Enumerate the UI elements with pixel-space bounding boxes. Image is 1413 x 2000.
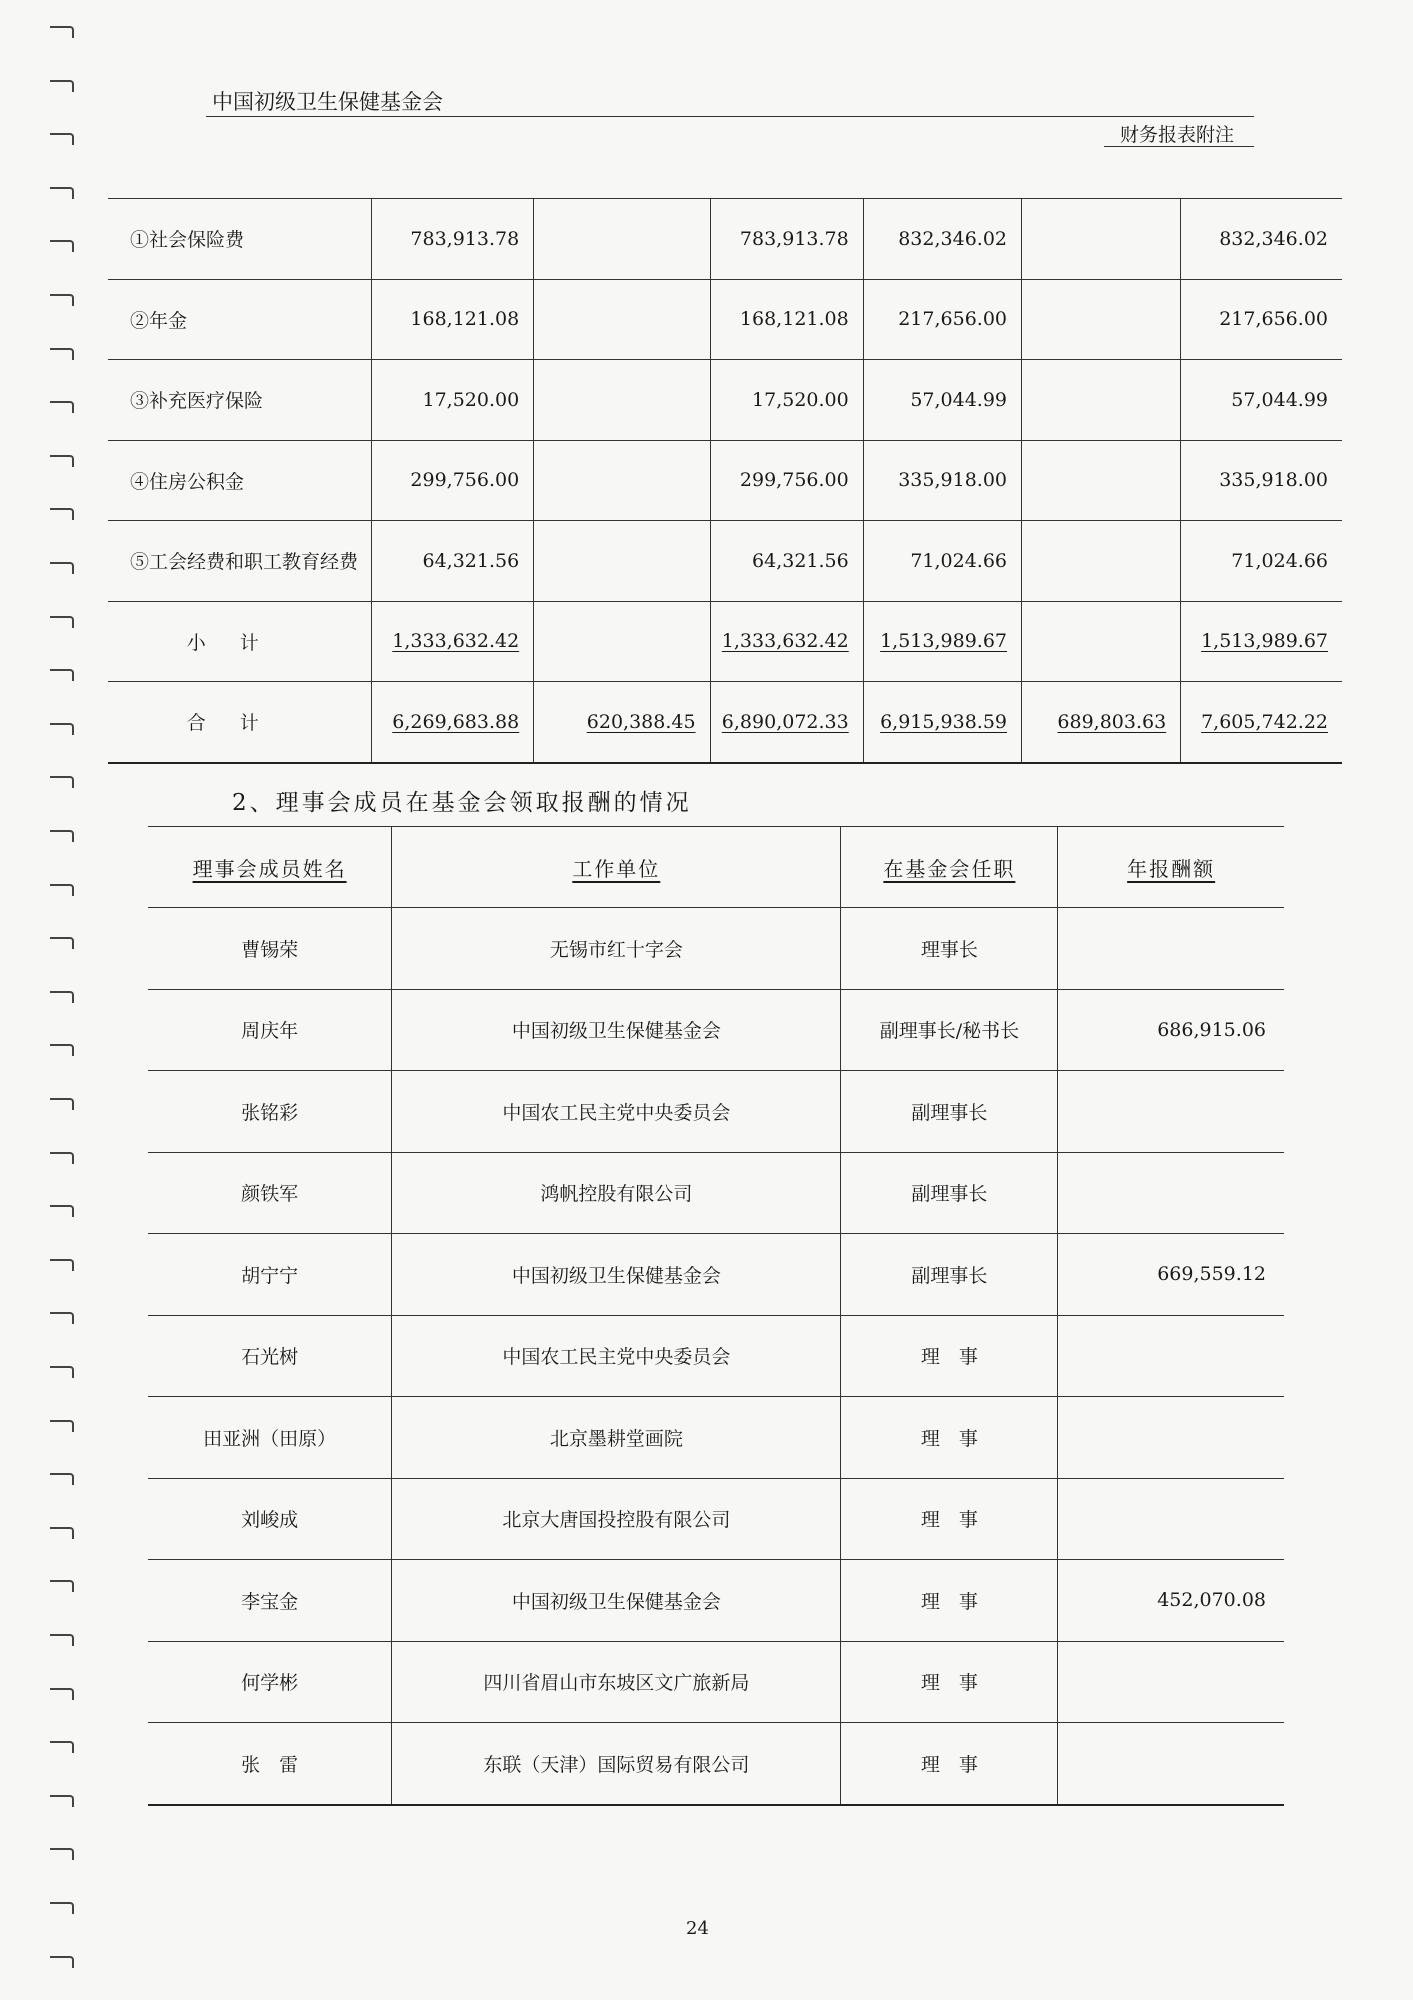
cell-unit: 中国初级卫生保健基金会	[392, 1560, 841, 1642]
binding-ring	[50, 1259, 74, 1271]
cell-value: 64,321.56	[752, 549, 849, 572]
cell-c4	[863, 682, 1021, 763]
cell-name: 胡宁宁	[148, 1234, 392, 1316]
binding-ring	[50, 1902, 74, 1914]
cell-unit: 东联（天津）国际贸易有限公司	[392, 1723, 841, 1805]
cell-role: 理 事	[841, 1397, 1058, 1479]
cell-pay	[1058, 1641, 1284, 1723]
row-label: 合计	[108, 682, 372, 763]
cell-value: 168,121.08	[410, 308, 520, 331]
cell-name: 李宝金	[148, 1560, 392, 1642]
binding-rings	[44, 0, 84, 2000]
table-row	[148, 1315, 1284, 1397]
table-row	[148, 989, 1284, 1071]
header-section: 财务报表附注	[1120, 124, 1235, 146]
cell-c3	[710, 521, 863, 602]
cell-c6	[1181, 360, 1342, 441]
cell-c6	[1181, 199, 1342, 280]
cell-name: 曹锡荣	[148, 908, 392, 990]
cell-unit: 鸿帆控股有限公司	[392, 1152, 841, 1234]
binding-ring	[50, 1580, 74, 1592]
cell-value: 832,346.02	[1219, 227, 1328, 250]
table-row	[108, 682, 1342, 763]
cell-c1	[372, 521, 534, 602]
binding-ring	[50, 830, 74, 842]
binding-ring	[50, 1473, 74, 1485]
header-rule	[206, 116, 1254, 117]
binding-ring	[50, 401, 74, 413]
cell-name: 周庆年	[148, 989, 392, 1071]
binding-ring	[50, 1044, 74, 1056]
cell-c4	[863, 360, 1021, 441]
section2-title: 2、理事会成员在基金会领取报酬的情况	[232, 790, 692, 816]
table-row	[148, 1641, 1284, 1723]
binding-ring	[50, 240, 74, 252]
column-header: 年报酬额	[1058, 827, 1284, 908]
cell-c6	[1181, 601, 1342, 682]
binding-ring	[50, 1795, 74, 1807]
cell-c3	[710, 279, 863, 360]
binding-ring	[50, 669, 74, 681]
cell-unit: 中国初级卫生保健基金会	[392, 1234, 841, 1316]
table-row	[108, 440, 1342, 521]
cell-value: 783,913.78	[739, 227, 849, 250]
cell-role: 理事长	[841, 908, 1058, 990]
cell-c5	[1022, 360, 1181, 441]
cell-name: 张铭彩	[148, 1071, 392, 1153]
binding-ring	[50, 133, 74, 145]
cell-role: 副理事长	[841, 1071, 1058, 1153]
cell-c1	[372, 199, 534, 280]
cell-name: 刘峻成	[148, 1478, 392, 1560]
cell-c1	[372, 279, 534, 360]
cell-c1	[372, 360, 534, 441]
cell-c4	[863, 199, 1021, 280]
cell-name: 石光树	[148, 1315, 392, 1397]
cell-value: 1,513,989.67	[880, 630, 1008, 653]
cell-c4	[863, 601, 1021, 682]
binding-ring	[50, 776, 74, 788]
cell-value: 832,346.02	[898, 227, 1008, 250]
cell-unit: 北京大唐国投控股有限公司	[392, 1478, 841, 1560]
cell-pay: 452,070.08	[1058, 1560, 1284, 1642]
cell-unit: 无锡市红十字会	[392, 908, 841, 990]
cell-value: 1,513,989.67	[1201, 630, 1328, 653]
binding-ring	[50, 991, 74, 1003]
binding-ring	[50, 187, 74, 199]
cell-pay	[1058, 908, 1284, 990]
cell-value: 1,333,632.42	[392, 630, 520, 653]
cell-value: 7,605,742.22	[1201, 710, 1328, 733]
cell-role: 理 事	[841, 1560, 1058, 1642]
cell-c3	[710, 440, 863, 521]
cell-c6	[1181, 440, 1342, 521]
binding-ring	[50, 1366, 74, 1378]
column-header: 理事会成员姓名	[148, 827, 392, 908]
cell-unit: 北京墨耕堂画院	[392, 1397, 841, 1479]
cell-c3	[710, 601, 863, 682]
cell-value: 6,269,683.88	[392, 710, 520, 733]
cell-c4	[863, 521, 1021, 602]
cell-pay: 686,915.06	[1058, 989, 1284, 1071]
cell-unit: 四川省眉山市东坡区文广旅新局	[392, 1641, 841, 1723]
row-label: 小计	[108, 601, 372, 682]
binding-ring	[50, 1205, 74, 1217]
table-row	[148, 908, 1284, 990]
cell-value: 1,333,632.42	[721, 630, 849, 653]
header-org: 中国初级卫生保健基金会	[212, 90, 443, 114]
binding-ring	[50, 1848, 74, 1860]
column-header: 在基金会任职	[841, 827, 1058, 908]
binding-ring	[50, 1688, 74, 1700]
salary-cost-table	[108, 198, 1342, 764]
cell-role: 理 事	[841, 1315, 1058, 1397]
cell-value: 6,890,072.33	[721, 710, 849, 733]
cell-c6	[1181, 279, 1342, 360]
table-row	[148, 1071, 1284, 1153]
cell-value: 17,520.00	[422, 388, 520, 411]
cell-c1	[372, 601, 534, 682]
binding-ring	[50, 1956, 74, 1968]
cell-name: 何学彬	[148, 1641, 392, 1723]
cell-c5	[1022, 601, 1181, 682]
column-header: 工作单位	[392, 827, 841, 908]
cell-c6	[1181, 682, 1342, 763]
binding-ring	[50, 1420, 74, 1432]
cell-value: 71,024.66	[1231, 549, 1328, 572]
cell-pay	[1058, 1478, 1284, 1560]
cell-value: 57,044.99	[910, 388, 1008, 411]
binding-ring	[50, 26, 74, 38]
binding-ring	[50, 294, 74, 306]
cell-c3	[710, 360, 863, 441]
cell-c4	[863, 440, 1021, 521]
table-row	[148, 1560, 1284, 1642]
cell-value: 64,321.56	[422, 549, 520, 572]
binding-ring	[50, 937, 74, 949]
cell-c1	[372, 440, 534, 521]
cell-role: 理 事	[841, 1641, 1058, 1723]
cell-unit: 中国农工民主党中央委员会	[392, 1315, 841, 1397]
binding-ring	[50, 80, 74, 92]
cell-value: 168,121.08	[739, 308, 849, 331]
cell-c5	[1022, 521, 1181, 602]
cell-pay	[1058, 1152, 1284, 1234]
table-row	[108, 601, 1342, 682]
cell-value: 57,044.99	[1231, 388, 1328, 411]
cell-c2	[534, 279, 710, 360]
table-row	[108, 521, 1342, 602]
cell-unit: 中国农工民主党中央委员会	[392, 1071, 841, 1153]
binding-ring	[50, 1152, 74, 1164]
table-row	[148, 1397, 1284, 1479]
cell-value: 299,756.00	[410, 469, 520, 492]
cell-c2	[534, 440, 710, 521]
table-row	[148, 1723, 1284, 1805]
binding-ring	[50, 1098, 74, 1110]
binding-ring	[50, 455, 74, 467]
board-pay-table	[148, 826, 1284, 1806]
cell-name: 张 雷	[148, 1723, 392, 1805]
cell-role: 副理事长	[841, 1234, 1058, 1316]
row-label: ①社会保险费	[108, 199, 372, 280]
cell-value: 17,520.00	[752, 388, 849, 411]
cell-c2	[534, 521, 710, 602]
cell-pay: 669,559.12	[1058, 1234, 1284, 1316]
header-row	[148, 827, 1284, 908]
row-label: ④住房公积金	[108, 440, 372, 521]
cell-value: 335,918.00	[898, 469, 1008, 492]
row-label: ③补充医疗保险	[108, 360, 372, 441]
table-row	[108, 199, 1342, 280]
table-row	[108, 360, 1342, 441]
cell-value: 620,388.45	[586, 710, 696, 733]
cell-role: 副理事长/秘书长	[841, 989, 1058, 1071]
cell-value: 783,913.78	[410, 227, 520, 250]
cell-value: 299,756.00	[739, 469, 849, 492]
cell-pay	[1058, 1723, 1284, 1805]
cell-value: 6,915,938.59	[880, 710, 1008, 733]
table-row	[108, 279, 1342, 360]
cell-value: 217,656.00	[898, 308, 1008, 331]
table-row	[148, 1478, 1284, 1560]
binding-ring	[50, 1312, 74, 1324]
cell-value: 71,024.66	[910, 549, 1008, 572]
cell-role: 理 事	[841, 1478, 1058, 1560]
cell-unit: 中国初级卫生保健基金会	[392, 989, 841, 1071]
binding-ring	[50, 1527, 74, 1539]
cell-c2	[534, 360, 710, 441]
cell-role: 理 事	[841, 1723, 1058, 1805]
binding-ring	[50, 723, 74, 735]
cell-c1	[372, 682, 534, 763]
binding-ring	[50, 348, 74, 360]
page-number: 24	[686, 1918, 709, 1939]
cell-c2	[534, 199, 710, 280]
row-label: ⑤工会经费和职工教育经费	[108, 521, 372, 602]
cell-value: 217,656.00	[1219, 308, 1328, 331]
binding-ring	[50, 562, 74, 574]
binding-ring	[50, 884, 74, 896]
cell-c5	[1022, 440, 1181, 521]
cell-pay	[1058, 1397, 1284, 1479]
cell-c6	[1181, 521, 1342, 602]
cell-c4	[863, 279, 1021, 360]
binding-ring	[50, 616, 74, 628]
cell-value: 689,803.63	[1057, 710, 1167, 733]
table-row	[148, 1152, 1284, 1234]
cell-c2	[534, 682, 710, 763]
cell-role: 副理事长	[841, 1152, 1058, 1234]
binding-ring	[50, 1741, 74, 1753]
cell-c5	[1022, 682, 1181, 763]
cell-c3	[710, 682, 863, 763]
cell-value: 335,918.00	[1219, 469, 1328, 492]
header-section-rule	[1104, 146, 1254, 147]
cell-name: 颜铁军	[148, 1152, 392, 1234]
binding-ring	[50, 1634, 74, 1646]
binding-ring	[50, 508, 74, 520]
cell-c2	[534, 601, 710, 682]
cell-name: 田亚洲（田原）	[148, 1397, 392, 1479]
table-row	[148, 1234, 1284, 1316]
cell-c5	[1022, 279, 1181, 360]
cell-c3	[710, 199, 863, 280]
cell-pay	[1058, 1315, 1284, 1397]
row-label: ②年金	[108, 279, 372, 360]
cell-c5	[1022, 199, 1181, 280]
cell-pay	[1058, 1071, 1284, 1153]
